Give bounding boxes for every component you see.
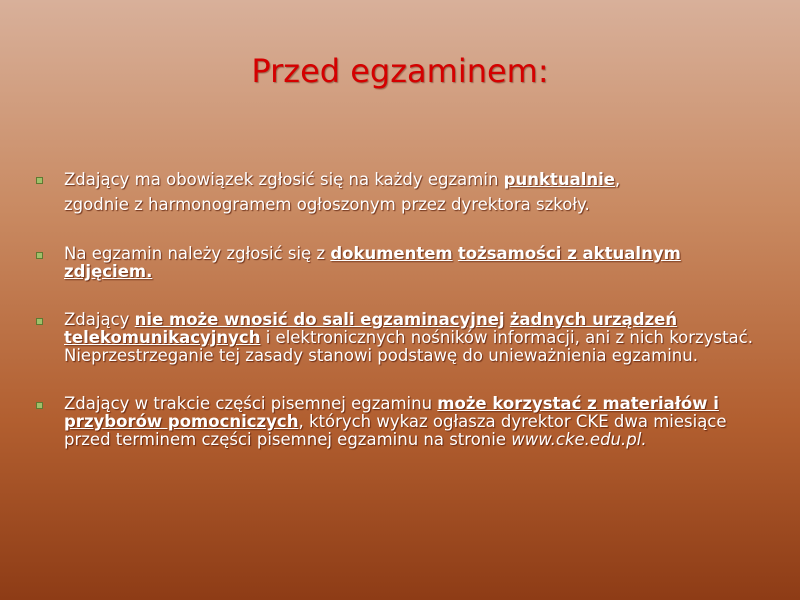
- bullet-text-continuation: zgodnie z harmonogramem ogłoszonym przez dyrektora szkoły.: [64, 195, 590, 214]
- bullet-text: Zdający: [64, 310, 135, 329]
- slide-title: Przed egzaminem:: [251, 52, 549, 90]
- bullet-text: Na egzamin należy zgłosić się z: [64, 244, 331, 263]
- bullet-emphasis: może korzystać z materiałów i przyborów pomocniczych: [64, 394, 719, 431]
- bullet-emphasis: tożsamości z aktualnym zdjęciem.: [64, 244, 681, 281]
- bullet-item: [34, 167, 774, 217]
- website-link[interactable]: www.cke.edu.pl.: [511, 430, 647, 449]
- bullet-item: [34, 395, 774, 449]
- bullet-emphasis: żadnych urządzeń telekomunikacyjnych: [64, 310, 678, 347]
- bullet-text: ,: [614, 170, 621, 189]
- bullet-text: i elektronicznych nośników informacji, ani z nich korzystać. Nieprzestrzeganie tej zasady stanowi podstawę do unieważnienia egzaminu.: [64, 328, 753, 365]
- bullet-item: [34, 245, 774, 281]
- bullet-item: [34, 311, 774, 365]
- square-bullet-icon: [36, 402, 43, 409]
- bullet-text: Zdający w trakcie części pisemnej egzaminu: [64, 394, 438, 413]
- bullet-emphasis: dokumentem: [330, 244, 453, 263]
- bullet-text: Zdający ma obowiązek zgłosić się na każdy egzamin: [64, 170, 504, 189]
- square-bullet-icon: [36, 252, 43, 259]
- bullet-emphasis: punktualnie: [503, 170, 615, 189]
- bullet-emphasis: nie może wnosić do sali egzaminacyjnej: [134, 310, 505, 329]
- square-bullet-icon: [36, 177, 43, 184]
- bullet-text: , których wykaz ogłasza dyrektor CKE dwa miesiące przed terminem części pisemnej egzaminu na stronie: [64, 412, 727, 449]
- square-bullet-icon: [36, 318, 43, 325]
- bullet-list: [34, 167, 774, 449]
